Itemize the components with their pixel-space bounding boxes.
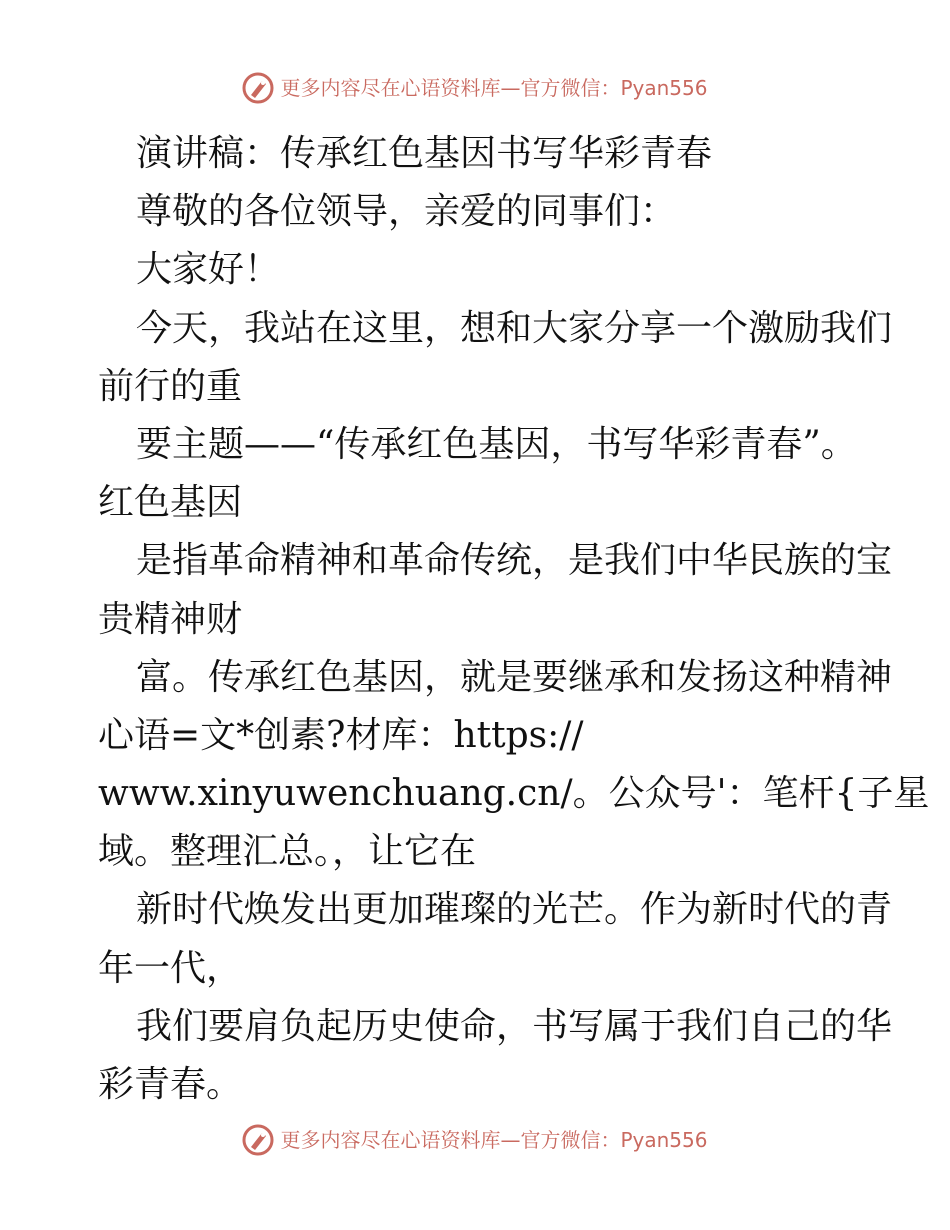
paragraph-line: 年一代， bbox=[98, 947, 243, 989]
paragraph-line: 今天，我站在这里，想和大家分享一个激励我们 bbox=[136, 307, 893, 349]
paragraph-line: 心语=文*创素?材库：https:// bbox=[98, 714, 584, 756]
paragraph-line: 彩青春。 bbox=[98, 1064, 243, 1105]
paragraph-line: www.xinyuwenchuang.cn/。公众号'：笔杆{子星 bbox=[98, 773, 930, 815]
pen-logo-icon bbox=[242, 72, 274, 104]
paragraph-line: 要主题——“传承红色基因，书写华彩青春”。 bbox=[136, 423, 857, 465]
salutation: 尊敬的各位领导，亲爱的同事们： bbox=[136, 191, 677, 233]
paragraph-line: 是指革命精神和革命传统，是我们中华民族的宝 bbox=[136, 540, 893, 582]
paragraph-line: 前行的重 bbox=[98, 365, 243, 407]
paragraph-line: 域。整理汇总。，让它在 bbox=[98, 831, 477, 873]
greeting: 大家好！ bbox=[136, 249, 281, 291]
paragraph-line: 我们要肩负起历史使命，书写属于我们自己的华 bbox=[136, 1005, 893, 1047]
paragraph-line: 富。传承红色基因，就是要继承和发扬这种精神 bbox=[136, 656, 893, 698]
document-title: 演讲稿：传承红色基因书写华彩青春 bbox=[136, 133, 713, 174]
pen-logo-icon bbox=[242, 1124, 274, 1156]
paragraph-line: 红色基因 bbox=[98, 482, 243, 524]
document-body bbox=[98, 125, 930, 1114]
paragraph-line: 新时代焕发出更加璀璨的光芒。作为新时代的青 bbox=[136, 889, 893, 931]
header-watermark bbox=[0, 72, 950, 104]
watermark-text: 更多内容尽在心语资料库—官方微信：Pyan556 bbox=[280, 76, 708, 100]
footer-watermark bbox=[0, 1124, 950, 1156]
paragraph-line: 贵精神财 bbox=[98, 598, 243, 640]
watermark-text: 更多内容尽在心语资料库—官方微信：Pyan556 bbox=[280, 1128, 708, 1152]
